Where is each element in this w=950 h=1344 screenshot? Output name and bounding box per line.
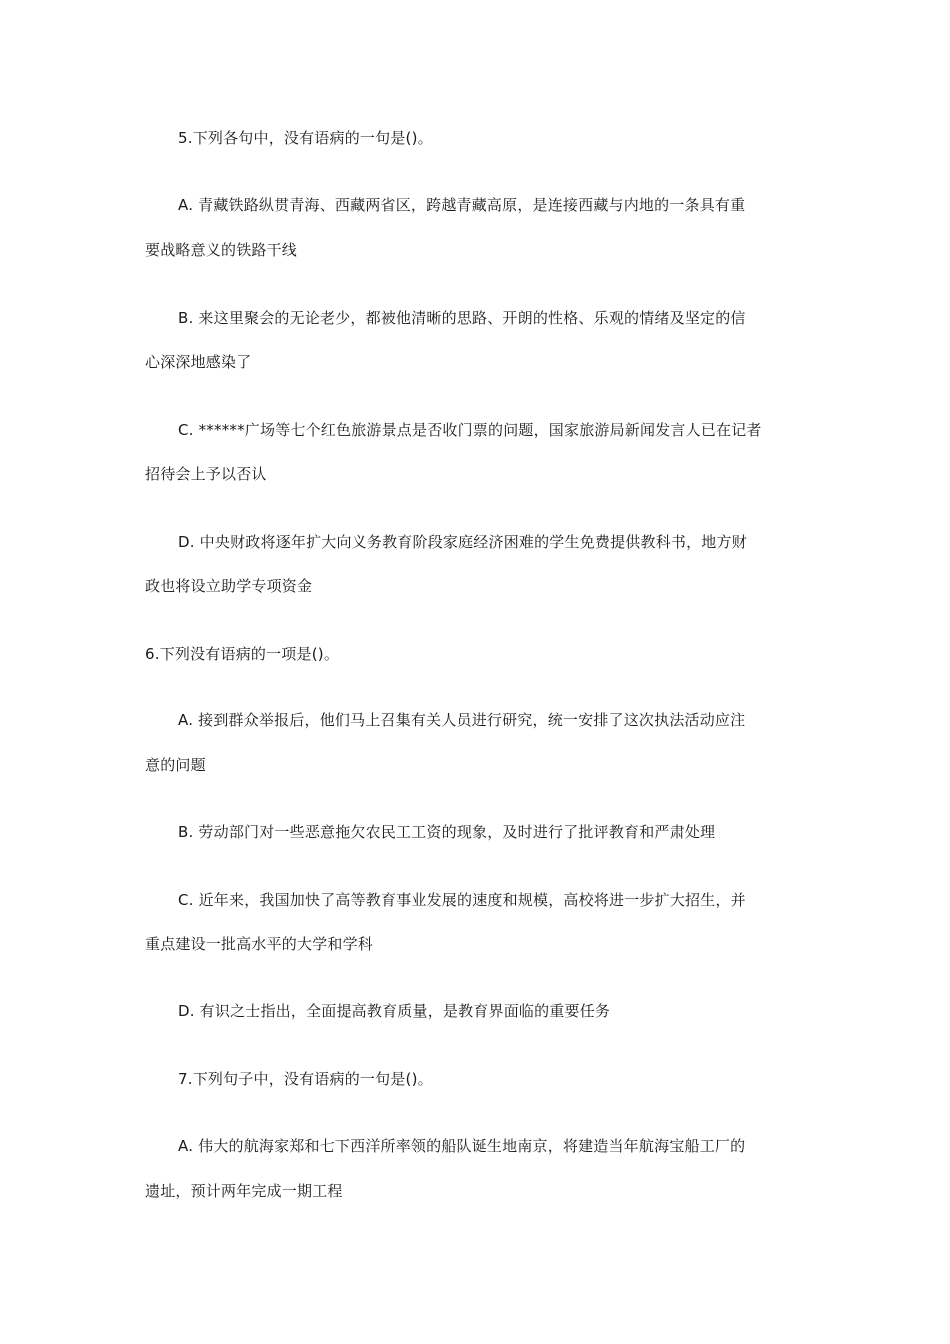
question-5-option-d-line-2: 政也将设立助学专项资金 [145,577,313,595]
question-5-option-a-line-1: A. 青藏铁路纵贯青海、西藏两省区，跨越青藏高原，是连接西藏与内地的一条具有重 [178,196,746,214]
question-5-stem: 5.下列各句中，没有语病的一句是()。 [178,129,433,147]
question-6-option-b: B. 劳动部门对一些恶意拖欠农民工工资的现象，及时进行了批评教育和严肃处理 [178,823,716,841]
question-6-stem: 6.下列没有语病的一项是()。 [145,645,340,663]
question-5-option-b-line-1: B. 来这里聚会的无论老少，都被他清晰的思路、开朗的性格、乐观的情绪及坚定的信 [178,309,746,327]
question-6-option-a-line-1: A. 接到群众举报后，他们马上召集有关人员进行研究，统一安排了这次执法活动应注 [178,711,746,729]
question-5-option-a-line-2: 要战略意义的铁路干线 [145,241,298,259]
question-7-stem: 7.下列句子中，没有语病的一句是()。 [178,1070,433,1088]
question-6-option-c-line-1: C. 近年来，我国加快了高等教育事业发展的速度和规模，高校将进一步扩大招生，并 [178,891,746,909]
question-6-option-d: D. 有识之士指出，全面提高教育质量，是教育界面临的重要任务 [178,1002,611,1020]
question-7-option-a-line-1: A. 伟大的航海家郑和七下西洋所率领的船队诞生地南京，将建造当年航海宝船工厂的 [178,1137,746,1155]
question-5-option-c-line-2: 招待会上予以否认 [145,465,267,483]
question-6-option-a-line-2: 意的问题 [145,756,206,774]
question-5-option-c-line-1: C. ******广场等七个红色旅游景点是否收门票的问题，国家旅游局新闻发言人已在记者 [178,421,762,439]
question-6-option-c-line-2: 重点建设一批高水平的大学和学科 [145,935,374,953]
question-5-option-b-line-2: 心深深地感染了 [145,353,252,371]
question-5-option-d-line-1: D. 中央财政将逐年扩大向义务教育阶段家庭经济困难的学生免费提供教科书，地方财 [178,533,747,551]
question-7-option-a-line-2: 遗址，预计两年完成一期工程 [145,1182,343,1200]
